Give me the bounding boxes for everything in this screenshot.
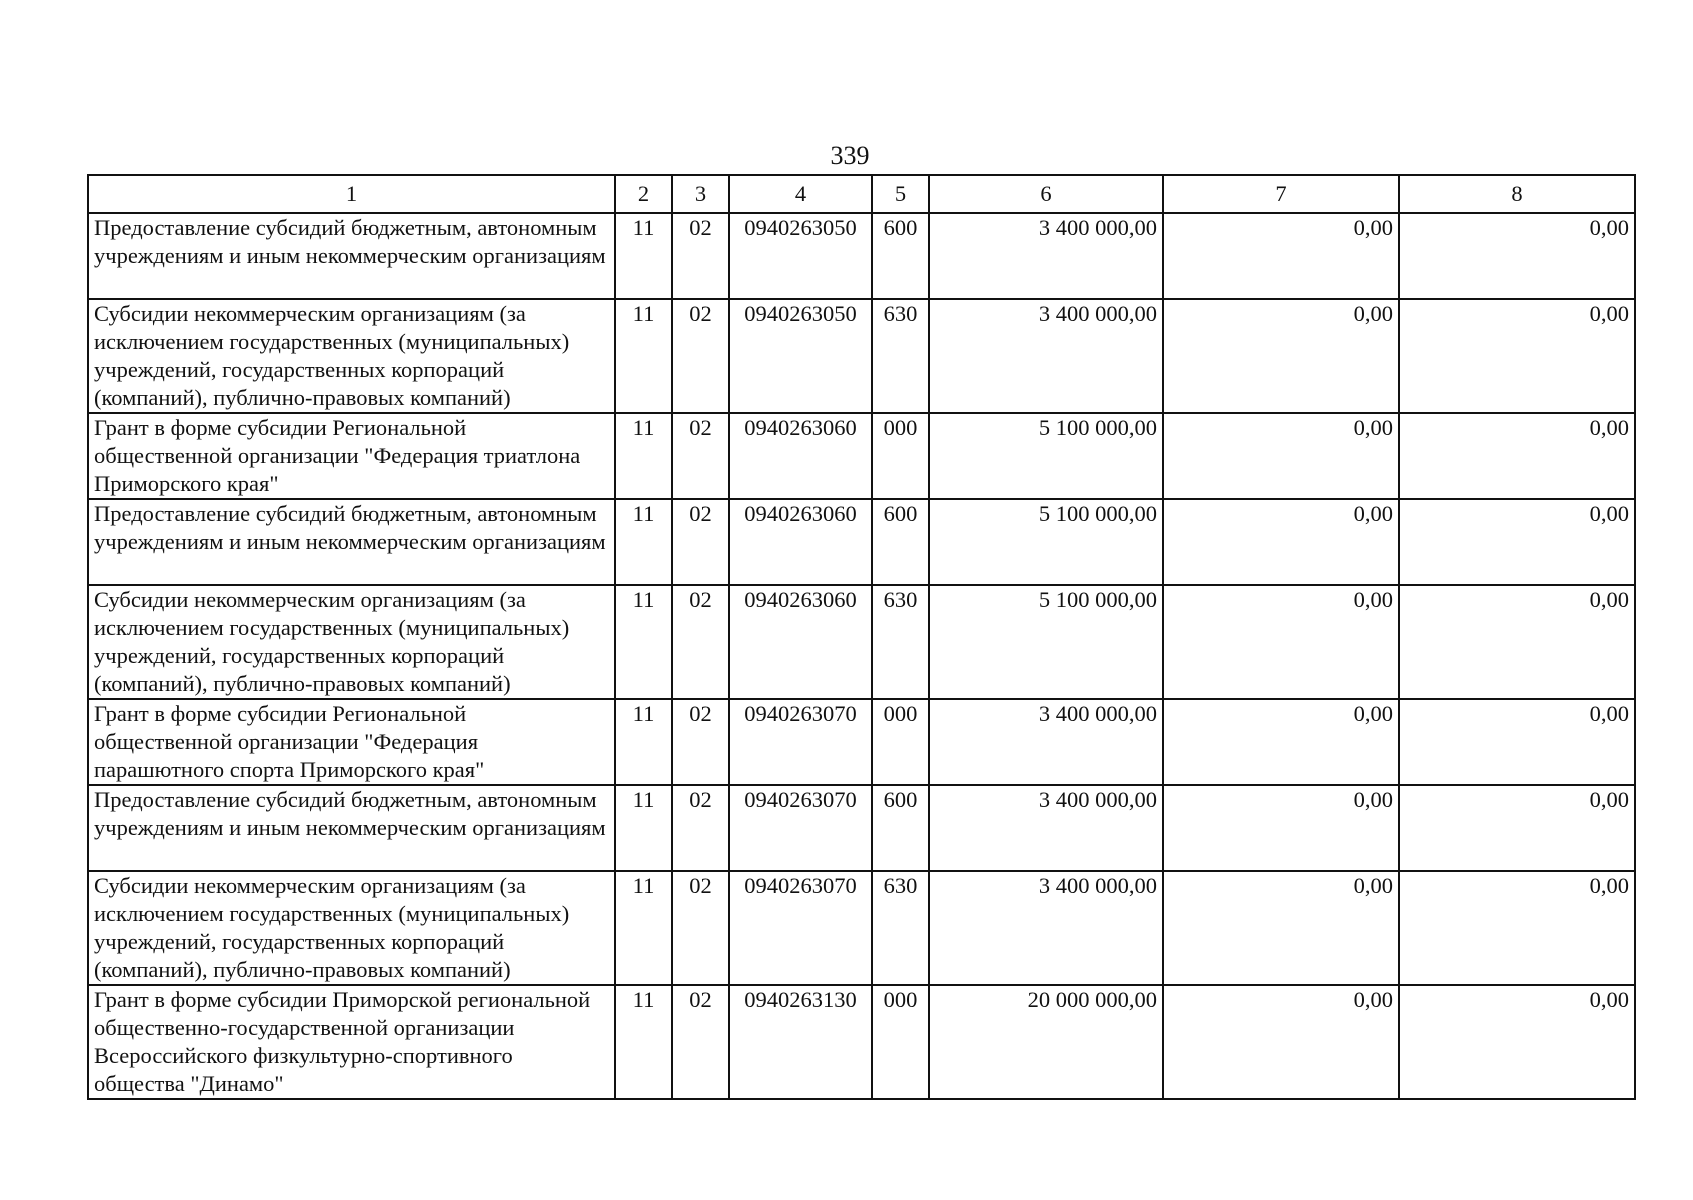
row-amount-1: 3 400 000,00: [929, 299, 1163, 413]
row-amount-3: 0,00: [1399, 699, 1635, 785]
row-amount-1: 3 400 000,00: [929, 699, 1163, 785]
row-expense-type: 000: [872, 699, 929, 785]
column-header: 3: [672, 175, 729, 213]
table-row: [88, 299, 1635, 413]
table-row: [88, 585, 1635, 699]
row-section: 11: [615, 699, 672, 785]
row-amount-3: 0,00: [1399, 785, 1635, 871]
row-amount-2: 0,00: [1163, 871, 1399, 985]
row-target-code: 0940263050: [729, 299, 872, 413]
column-header: 7: [1163, 175, 1399, 213]
row-section: 11: [615, 213, 672, 299]
row-amount-2: 0,00: [1163, 785, 1399, 871]
row-subsection: 02: [672, 299, 729, 413]
row-section: 11: [615, 585, 672, 699]
budget-table: [87, 174, 1636, 1100]
row-name: Предоставление субсидий бюджетным, автономным учреждениям и иным некоммерческим организациям: [88, 785, 615, 871]
column-header: 2: [615, 175, 672, 213]
row-target-code: 0940263070: [729, 699, 872, 785]
column-header: 4: [729, 175, 872, 213]
row-amount-3: 0,00: [1399, 299, 1635, 413]
row-name: Предоставление субсидий бюджетным, автономным учреждениям и иным некоммерческим организациям: [88, 499, 615, 585]
row-name: Субсидии некоммерческим организациям (за исключением государственных (муниципальных) учреждений, государственных корпораций (компаний), публично-правовых компаний): [88, 871, 615, 985]
row-amount-1: 5 100 000,00: [929, 585, 1163, 699]
row-expense-type: 630: [872, 871, 929, 985]
row-name: Грант в форме субсидии Региональной общественной организации "Федерация парашютного спорта Приморского края": [88, 699, 615, 785]
column-header: 1: [88, 175, 615, 213]
row-expense-type: 630: [872, 585, 929, 699]
row-subsection: 02: [672, 785, 729, 871]
row-amount-3: 0,00: [1399, 499, 1635, 585]
table-row: [88, 699, 1635, 785]
row-amount-2: 0,00: [1163, 585, 1399, 699]
table-row: [88, 871, 1635, 985]
row-section: 11: [615, 413, 672, 499]
table-row: [88, 413, 1635, 499]
row-expense-type: 600: [872, 499, 929, 585]
row-amount-1: 5 100 000,00: [929, 499, 1163, 585]
row-target-code: 0940263060: [729, 499, 872, 585]
row-expense-type: 630: [872, 299, 929, 413]
row-subsection: 02: [672, 413, 729, 499]
table-row: [88, 499, 1635, 585]
row-subsection: 02: [672, 213, 729, 299]
row-expense-type: 000: [872, 985, 929, 1099]
row-amount-3: 0,00: [1399, 871, 1635, 985]
table-row: [88, 985, 1635, 1099]
row-target-code: 0940263070: [729, 871, 872, 985]
row-section: 11: [615, 985, 672, 1099]
column-header: 6: [929, 175, 1163, 213]
column-header: 8: [1399, 175, 1635, 213]
row-amount-3: 0,00: [1399, 213, 1635, 299]
row-amount-2: 0,00: [1163, 299, 1399, 413]
row-amount-3: 0,00: [1399, 985, 1635, 1099]
row-amount-2: 0,00: [1163, 699, 1399, 785]
row-expense-type: 600: [872, 785, 929, 871]
row-subsection: 02: [672, 499, 729, 585]
row-target-code: 0940263130: [729, 985, 872, 1099]
row-section: 11: [615, 871, 672, 985]
row-expense-type: 600: [872, 213, 929, 299]
row-section: 11: [615, 299, 672, 413]
row-subsection: 02: [672, 585, 729, 699]
row-name: Предоставление субсидий бюджетным, автономным учреждениям и иным некоммерческим организациям: [88, 213, 615, 299]
row-amount-1: 3 400 000,00: [929, 213, 1163, 299]
row-expense-type: 000: [872, 413, 929, 499]
row-subsection: 02: [672, 699, 729, 785]
row-subsection: 02: [672, 985, 729, 1099]
row-target-code: 0940263060: [729, 413, 872, 499]
table-row: [88, 785, 1635, 871]
row-target-code: 0940263050: [729, 213, 872, 299]
row-amount-2: 0,00: [1163, 499, 1399, 585]
table-row: [88, 213, 1635, 299]
row-amount-2: 0,00: [1163, 213, 1399, 299]
column-header: 5: [872, 175, 929, 213]
row-name: Субсидии некоммерческим организациям (за исключением государственных (муниципальных) учреждений, государственных корпораций (компаний), публично-правовых компаний): [88, 299, 615, 413]
header-row: [88, 175, 1635, 213]
row-amount-2: 0,00: [1163, 985, 1399, 1099]
row-target-code: 0940263070: [729, 785, 872, 871]
row-amount-1: 3 400 000,00: [929, 871, 1163, 985]
row-section: 11: [615, 785, 672, 871]
row-target-code: 0940263060: [729, 585, 872, 699]
row-amount-1: 3 400 000,00: [929, 785, 1163, 871]
row-subsection: 02: [672, 871, 729, 985]
row-name: Грант в форме субсидии Приморской региональной общественно-государственной организации Всероссийского физкультурно-спортивного общества "Динамо": [88, 985, 615, 1099]
page-number: 339: [830, 141, 870, 170]
row-name: Грант в форме субсидии Региональной общественной организации "Федерация триатлона Приморского края": [88, 413, 615, 499]
row-amount-3: 0,00: [1399, 413, 1635, 499]
row-amount-1: 20 000 000,00: [929, 985, 1163, 1099]
row-section: 11: [615, 499, 672, 585]
row-amount-1: 5 100 000,00: [929, 413, 1163, 499]
row-amount-3: 0,00: [1399, 585, 1635, 699]
row-amount-2: 0,00: [1163, 413, 1399, 499]
row-name: Субсидии некоммерческим организациям (за исключением государственных (муниципальных) учреждений, государственных корпораций (компаний), публично-правовых компаний): [88, 585, 615, 699]
